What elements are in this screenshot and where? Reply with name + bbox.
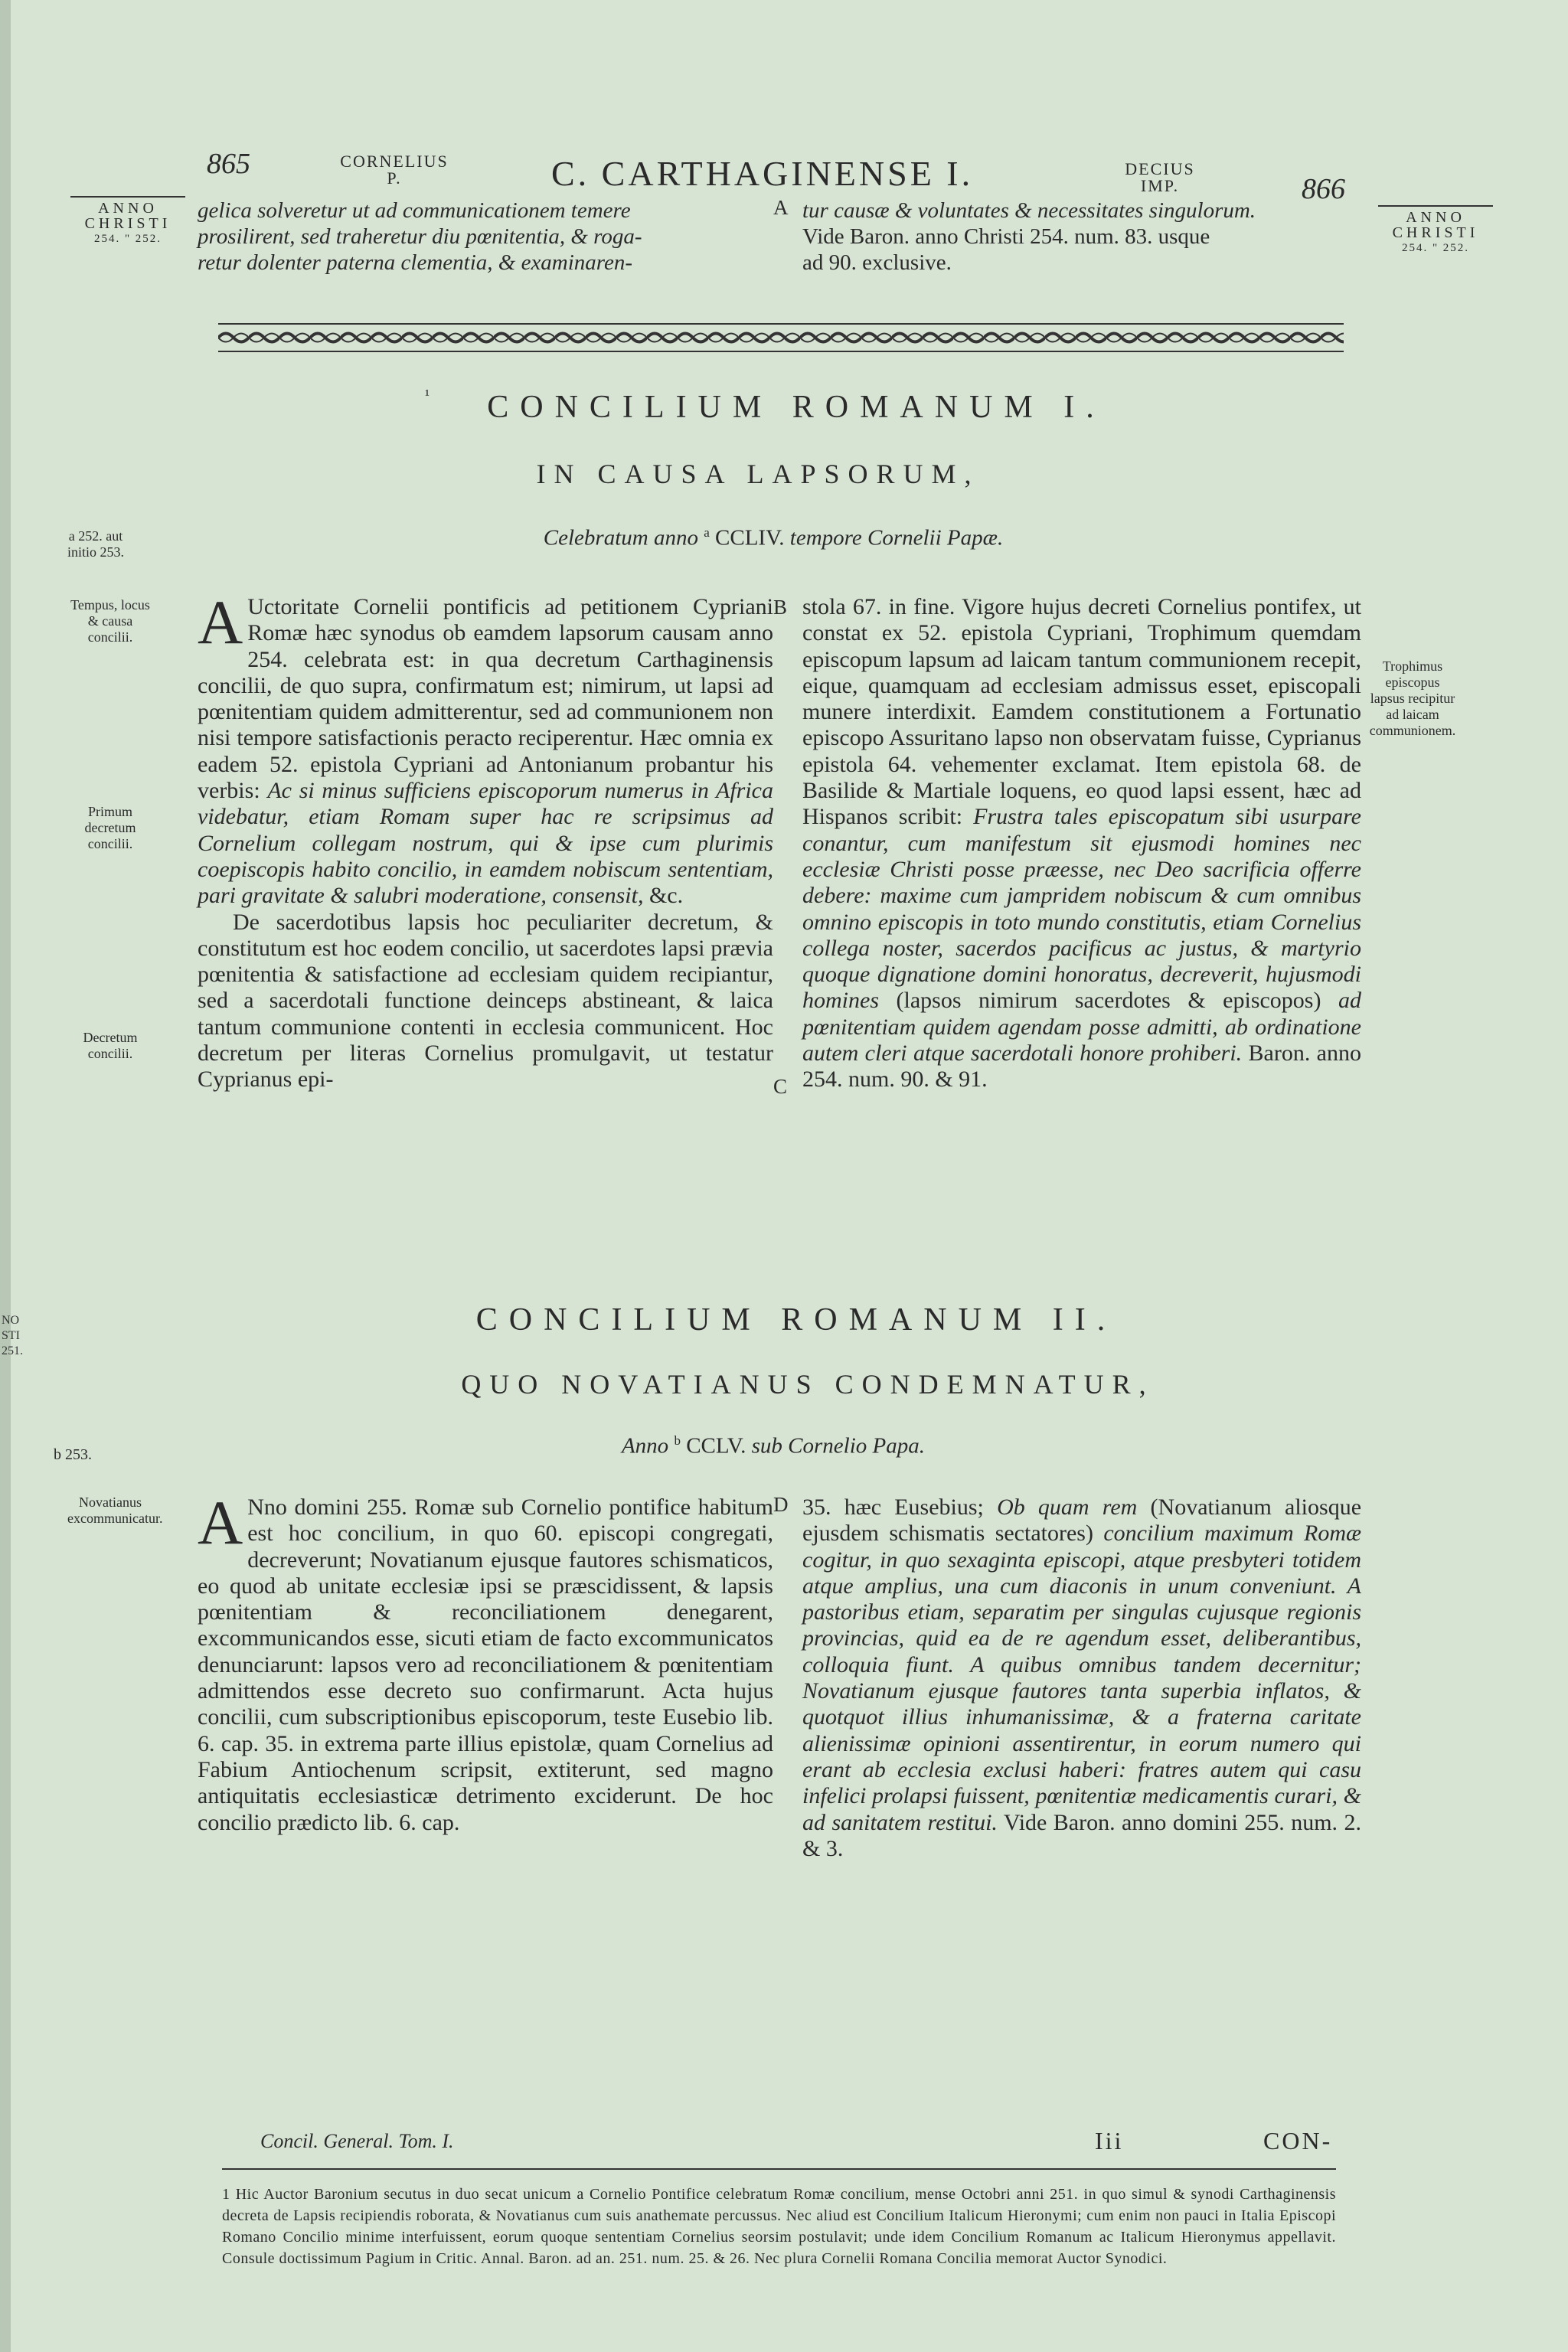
- running-head-left: CORNELIUS P.: [340, 152, 449, 188]
- section2-right-column: [802, 1494, 1361, 1862]
- margin-note-tempus: Tempus, locus & causa concilii.: [70, 597, 150, 645]
- dateline-pre: Anno: [621, 1433, 669, 1459]
- margin-note-trophimus: Trophimus episcopus lapsus recipitur ad laicam communionem.: [1369, 658, 1456, 738]
- gutter-fragment: NO STI 251.: [2, 1314, 23, 1357]
- running-title: C. CARTHAGINENSE I.: [551, 154, 974, 193]
- anno-christi-right: [1378, 205, 1493, 256]
- christi-label: CHRISTI: [1392, 224, 1479, 241]
- margin-date-b: b 253.: [54, 1446, 92, 1463]
- ornament-rule: [218, 328, 1344, 348]
- quotation: Frustra tales episcopatum sibi usurpare conantur, cum manifestum sit ejusmodi homines nec ecclesiæ Christi posse præesse, nec Deo sacrificia offerre debere: maxime cum jampridem nobiscum & cum omnibus omnino episcopis in toto mundo constitutis, etiam Cornelius collega noster, sacerdos pacificus ac justus, & martyrio quoque dignatione domini honoratus, decreverit, hujusmodi homines: [802, 804, 1361, 1014]
- date-mark: a: [704, 525, 710, 540]
- section-letter-d: D: [773, 1493, 789, 1516]
- section1-title: CONCILIUM ROMANUM I.: [487, 390, 1106, 425]
- anno-years: 254. " 252.: [1401, 242, 1470, 254]
- carryover-left: [198, 198, 772, 276]
- date-year: CCLIV.: [715, 525, 785, 550]
- carry-line: Vide Baron. anno Christi 254. num. 83. usque: [802, 224, 1210, 249]
- section1-right-column: [802, 594, 1361, 1093]
- margin-date-a: a 252. aut initio 253.: [67, 528, 124, 560]
- section-letter-b: B: [773, 596, 788, 619]
- paragraph-text: stola 67. in fine. Vigore hujus decreti Cornelius pontifex, ut constat ex 52. epistola Cypriani, Trophimum quemdam episcopum lapsum ad laicam tantum communionem recepit, eique, quamquam ad ecclesiam admissus esset, episcopali munere interdixit. Eamdem constitutionem a Fortunatio episcopo Assuritano lapso non observatam fuisse, Cyprianus epistola 64. vehementer exclamat. Item epistola 68. de Basilide & Martiale loquens, eo quod lapsi essent, hæc ad Hispanos scribit:: [802, 594, 1361, 830]
- margin-note-decretum: Decretum concilii.: [83, 1030, 138, 1061]
- paragraph-text: Nno domini 255. Romæ sub Cornelio pontifice habitum est hoc concilium, in quo 60. episcopi congregati, decreverunt; Novatianum ejusque fautores schismaticos, eo quod ab unitate ecclesiæ ipsi se præscidissent, & lapsis pœnitentiam & reconciliationem denegarent, excommunicandos esse, sicuti etiam de facto excommunicatos denunciarunt: lapsos vero ad reconciliationem & pœnitentiam admittendos esse decreto suo confirmarunt. Acta hujus concilii, cum subscriptionibus episcoporum, teste Eusebio lib. 6. cap. 35. in extrema parte illius epistolæ, quam Cornelius ad Fabium Antiochenum scripsit, extiterunt, sed magno antiquitatis ecclesiasticæ detrimento exciderunt. De hoc concilio prædicto lib. 6. cap.: [198, 1494, 773, 1835]
- date-year: CCLV.: [686, 1433, 746, 1459]
- paragraph-text: Uctoritate Cornelii pontificis ad petitionem Cypriani Romæ hæc synodus ob eamdem lapsorum causam anno 254. celebrata est: in qua decretum Carthaginensis concilii, de quo supra, confirmatum est; nimirum, ut lapsi ad pœnitentiam quidem admitterentur, sed ad communionem non nisi tempore satisfactionis peracto reciperentur. Hæc omnia ex eadem 52. epistola Cypriani ad Antonianum probantur his verbis:: [198, 594, 773, 804]
- anno-years: 254. " 252.: [93, 233, 162, 245]
- quotation: concilium maximum Romæ cogitur, in quo sexaginta episcopi, atque presbyteri totidem atque amplius, una cum diaconis in unum conveniunt. A pastoribus etiam, separatim per singulas cujusque regionis provincias, quid ea de re agendum esset, deliberantibus, colloquia fiunt. A quibus omnibus tandem decernitur; Novatianum ejusque fautores tanta superbia inflatos, & quotquot illius inhumanissimæ, & a fraterna caritate alienissimæ opinioni assentirentur, in eorum numero qui erant ab ecclesia exclusi haberi: fratres autem qui casu infelici prolapsi fuissent, pœnitentiæ medicamentis curari, & ad sanitatem restitui.: [802, 1521, 1362, 1835]
- section2-left-column: [198, 1488, 773, 1836]
- binding-gutter: [0, 0, 11, 2352]
- catchword: CON-: [1263, 2127, 1333, 2154]
- anno-label: ANNO: [70, 196, 185, 216]
- section2-dateline: [429, 1433, 1118, 1459]
- dateline-pre: Celebratum anno: [543, 525, 698, 550]
- paragraph-text: De sacerdotibus lapsis hoc peculiariter decretum, & constitutum est hoc eodem concilio, ut sacerdotes lapsi prævia pœnitentia & satisfactione ad ecclesiam quidem recipiantur, sed a sacerdotali functione deinceps abstineant, & laica tantum communione contenti in ecclesia communicent. Hoc decretum per literas Cornelius promulgavit, ut testatur Cyprianus epi-: [198, 909, 773, 1093]
- anno-christi-left: [70, 196, 185, 247]
- ornament-rule-top: [218, 323, 1344, 325]
- quotation: ad pœnitentiam quidem agendam posse admitti, ab ordinatione autem cleri atque sacerdotali honore prohiberi.: [802, 988, 1361, 1067]
- footer-volume: Concil. General. Tom. I.: [260, 2130, 454, 2152]
- drop-cap-a: A: [198, 1488, 243, 1557]
- anno-label: ANNO: [1378, 205, 1493, 225]
- section-letter-c: C: [773, 1075, 788, 1098]
- drop-cap-a: A: [198, 587, 243, 657]
- dateline-post: sub Cornelio Papa.: [751, 1433, 926, 1459]
- carry-line: prosilirent, sed traheretur diu pœnitentia, & roga-: [198, 224, 642, 249]
- section-letter-a: A: [773, 196, 789, 219]
- page-number-right: 866: [1302, 173, 1345, 205]
- carry-line: tur causæ & voluntates & necessitates singulorum.: [802, 198, 1256, 223]
- carry-line: gelica solveretur ut ad communicationem temere: [198, 198, 631, 223]
- date-mark: b: [674, 1433, 681, 1448]
- page-number-left: 865: [207, 148, 250, 180]
- reference: Vide Baron. anno domini 255. num. 2. & 3.: [802, 1809, 1361, 1861]
- margin-note-primum: Primum decretum concilii.: [84, 804, 136, 851]
- section2-subtitle: QUO NOVATIANUS CONDEMNATUR,: [461, 1369, 1155, 1400]
- section1-dateline: [429, 525, 1118, 551]
- footnote-rule: [222, 2168, 1336, 2170]
- quotation: Ac si minus sufficiens episcoporum numerus in Africa videbatur, etiam Romam super hac re scripsimus ad Cornelium collegam nostrum, qui & ipse cum plurimis coepiscopis habito concilio, in eamdem nobiscum sententiam, pari gravitate & salubri moderatione, consensit,: [198, 778, 774, 909]
- margin-note-novatianus: Novatianus excommunicatur.: [67, 1494, 163, 1526]
- carryover-right: [802, 198, 1377, 276]
- section1-subtitle: IN CAUSA LAPSORUM,: [536, 459, 980, 489]
- dateline-post: tempore Cornelii Papæ.: [789, 525, 1004, 550]
- parenthetical: (Novatianum aliosque ejusdem schismatis sectatores): [802, 1494, 1362, 1547]
- parenthetical: (lapsos nimirum sacerdotes & episcopos): [896, 988, 1321, 1014]
- ornament-rule-bottom: [218, 351, 1344, 352]
- paragraph-text: 35. hæc Eusebius;: [802, 1494, 984, 1520]
- footnote-text: 1 Hic Auctor Baronium secutus in duo secat unicum a Cornelio Pontifice celebratum Romæ concilium, mense Octobri anni 251. in quo simul & synodi Carthaginensis decreta de Lapsis recipiendis roborata, & Novatianus cum suis anathemate percussus. Nec aliud est Concilium Italicum Hieronymi; cum enim non pauci in Italia Episcopi Romano Concilio minime interfuissent, eorum quoque sententiam Cornelius seorsim postulavit; unde idem Concilium Romanum ac Italicum Hieronymus appellavit. Consule doctissimum Pagium in Critic. Annal. Baron. ad an. 251. num. 25. & 26. Nec plura Cornelii Romana Concilia memorat Auctor Synodici.: [222, 2186, 1336, 2267]
- carry-line: ad 90. exclusive.: [802, 250, 952, 275]
- signature-mark: Iii: [1095, 2127, 1124, 2154]
- running-head-right: DECIUS IMP.: [1125, 159, 1195, 195]
- section2-title: CONCILIUM ROMANUM II.: [475, 1302, 1117, 1338]
- reference: Baron. anno 254. num. 90. & 91.: [802, 1040, 1361, 1093]
- quotation: Ob quam rem: [997, 1494, 1138, 1520]
- christi-label: CHRISTI: [84, 215, 172, 232]
- footnote-marker: ¹: [425, 387, 430, 403]
- carry-line: retur dolenter paterna clementia, & examinaren-: [198, 250, 633, 275]
- section1-left-column: [198, 587, 774, 1093]
- paragraph-end: &c.: [648, 883, 684, 909]
